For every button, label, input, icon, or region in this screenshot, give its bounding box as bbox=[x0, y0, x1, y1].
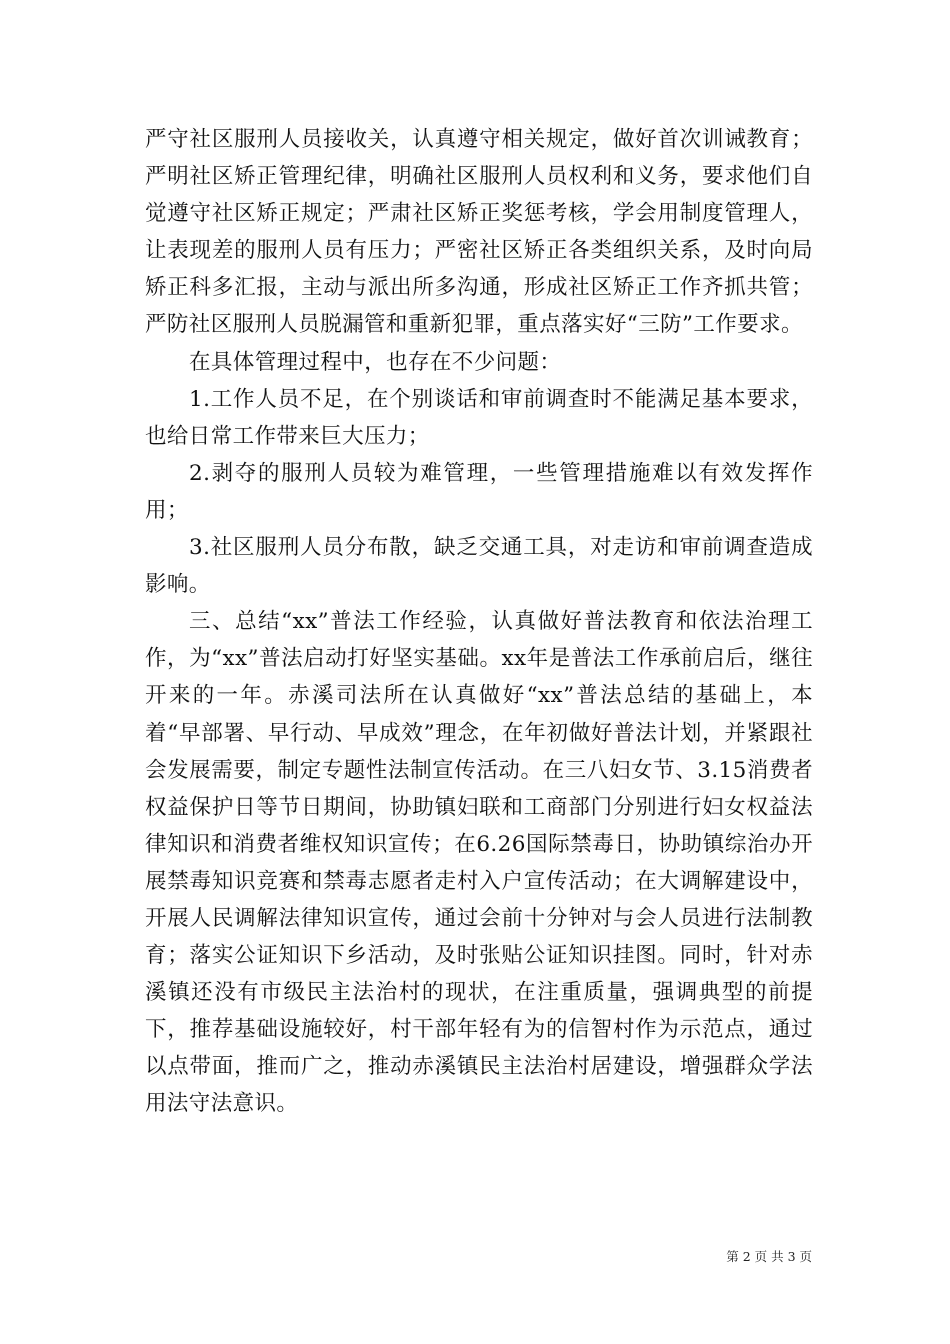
list-item-1: 1.工作人员不足，在个别谈话和审前调查时不能满足基本要求，也给日常工作带来巨大压力； bbox=[145, 386, 813, 449]
body-text bbox=[145, 121, 813, 1123]
list-item-2: 2.剥夺的服刑人员较为难管理，一些管理措施难以有效发挥作用； bbox=[145, 460, 813, 523]
paragraph-section-three: 三、总结“xx”普法工作经验，认真做好普法教育和依法治理工作，为“xx”普法启动打好坚实基础。xx年是普法工作承前启后，继往开来的一年。赤溪司法所在认真做好“xx”普法总结的基础上，本着“早部署、早行动、早成效”理念，在年初做好普法计划，并紧跟社会发展需要，制定专题性法制宣传活动。在三八妇女节、3.15消费者权益保护日等节日期间，协助镇妇联和工商部门分别进行妇女权益法律知识和消费者维权知识宣传；在6.26国际禁毒日，协助镇综治办开展禁毒知识竞赛和禁毒志愿者走村入户宣传活动；在大调解建设中，开展人民调解法律知识宣传，通过会前十分钟对与会人员进行法制教育；落实公证知识下乡活动，及时张贴公证知识挂图。同时，针对赤溪镇还没有市级民主法治村的现状，在注重质量，强调典型的前提下，推荐基础设施较好，村干部年轻有为的信智村作为示范点，通过以点带面，推而广之，推动赤溪镇民主法治村居建设，增强群众学法用法守法意识。 bbox=[145, 609, 813, 1117]
paragraph-1: 严守社区服刑人员接收关，认真遵守相关规定，做好首次训诫教育；严明社区矫正管理纪律，明确社区服刑人员权利和义务，要求他们自觉遵守社区矫正规定；严肃社区矫正奖惩考核，学会用制度管理人，让表现差的服刑人员有压力；严密社区矫正各类组织关系，及时向局矫正科多汇报，主动与派出所多沟通，形成社区矫正工作齐抓共管；严防社区服刑人员脱漏管和重新犯罪，重点落实好“三防”工作要求。 bbox=[145, 127, 813, 338]
page-number-footer: 第 2 页 共 3 页 bbox=[726, 1249, 812, 1264]
paragraph-2: 在具体管理过程中，也存在不少问题： bbox=[189, 349, 562, 375]
list-item-3: 3.社区服刑人员分布散，缺乏交通工具，对走访和审前调查造成影响。 bbox=[145, 535, 813, 598]
